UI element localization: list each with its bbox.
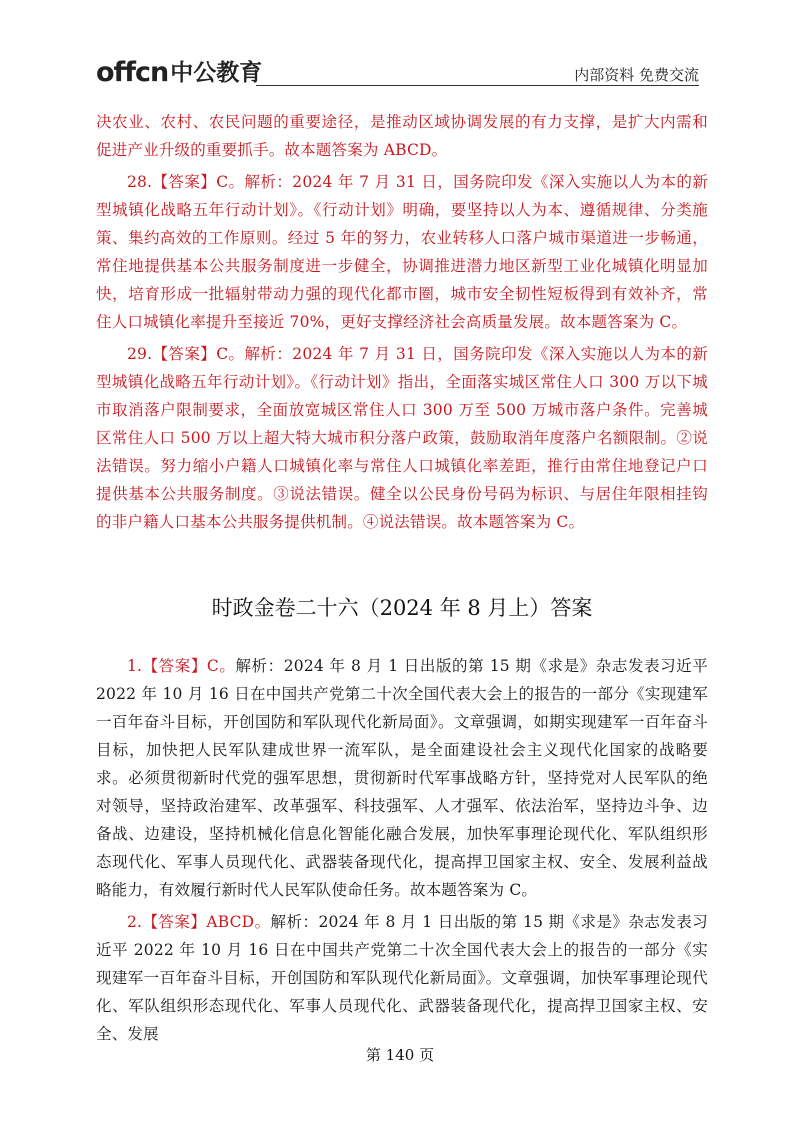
- answer-28: 28.【答案】C。解析：2024 年 7 月 31 日，国务院印发《深入实施以人为本的新型城镇化战略五年行动计划》。《行动计划》明确，要坚持以人为本、遵循规律、分类施策、集约高效的工作原则。经过 5 年的努力，农业转移人口落户城市渠道进一步畅通，常住地提供基本公共服务制度进一步健全，协调推进潜力地区新型工业化城镇化明显加快，培育形成一批辐射带动力强的现代化都市圈，城市安全韧性短板得到有效补齐，常住人口城镇化率提升至接近 70%，更好支撑经济社会高质量发展。故本题答案为 C。: [96, 173, 708, 331]
- answer-2: [96, 908, 708, 1048]
- answer-2-body: 解析：2024 年 8 月 1 日出版的第 15 期《求是》杂志发表习近平 2022 年 10 月 16 日在中国共产党第二十次全国代表大会上的报告的一部分《实现建军一百年奋斗目标，开创国防和军队现代化新局面》。文章强调，加快军事理论现代化、军队组织形态现代化、军事人员现代化、武器装备现代化，提高捍卫国家主权、安全、发展: [96, 913, 708, 1043]
- page-number: 第 140 页: [365, 1046, 435, 1064]
- answer-2-prefix: 2.【答案】ABCD。: [127, 913, 271, 931]
- section-title: 时政金卷二十六（2024 年 8 月上）答案: [211, 596, 593, 620]
- logo-latin-text: offcn: [96, 57, 169, 88]
- answer-29: 29.【答案】C。解析：2024 年 7 月 31 日，国务院印发《深入实施以人为本的新型城镇化战略五年行动计划》。《行动计划》指出，全面落实城区常住人口 300 万以下城市取消落户限制要求，全面放宽城区常住人口 300 万至 500 万城市落户条件。完善城区常住人口 500 万以上超大特大城市积分落户政策，鼓励取消年度落户名额限制。②说法错误。努力缩小户籍人口城镇化率与常住人口城镇化率差距，推行由常住地登记户口提供基本公共服务制度。③说法错误。健全以公民身份号码为标识、与居住年限相挂钩的非户籍人口基本公共服务提供机制。④说法错误。故本题答案为 C。: [96, 345, 708, 531]
- header-divider: [256, 85, 699, 86]
- answer-1-body: 解析：2024 年 8 月 1 日出版的第 15 期《求是》杂志发表习近平 2022 年 10 月 16 日在中国共产党第二十次全国代表大会上的报告的一部分《实现建军一百年奋斗目标，开创国防和军队现代化新局面》。文章强调，如期实现建军一百年奋斗目标，加快把人民军队建成世界一流军队，是全面建设社会主义现代化国家的战略要求。必须贯彻新时代党的强军思想，贯彻新时代军事战略方针，坚持党对人民军队的绝对领导，坚持政治建军、改革强军、科技强军、人才强军、依法治军，坚持边斗争、边备战、边建设，坚持机械化信息化智能化融合发展，加快军事理论现代化、军队组织形态现代化、军事人员现代化、武器装备现代化，提高捍卫国家主权、安全、发展利益战略能力，有效履行新时代人民军队使命任务。故本题答案为 C。: [96, 657, 708, 899]
- page-header: [96, 58, 699, 88]
- offcn-logo: [96, 58, 262, 88]
- paragraph-continued: 决农业、农村、农民问题的重要途径，是推动区域协调发展的有力支撑，是扩大内需和促进产业升级的重要抓手。故本题答案为 ABCD。: [96, 113, 708, 159]
- answer-1: [96, 652, 708, 904]
- header-note: 内部资料 免费交流: [574, 66, 699, 84]
- logo-cn-text: 中公教育: [170, 60, 263, 86]
- answer-1-prefix: 1.【答案】C。: [127, 657, 236, 675]
- section-content: [96, 652, 708, 1048]
- top-content: [96, 108, 708, 536]
